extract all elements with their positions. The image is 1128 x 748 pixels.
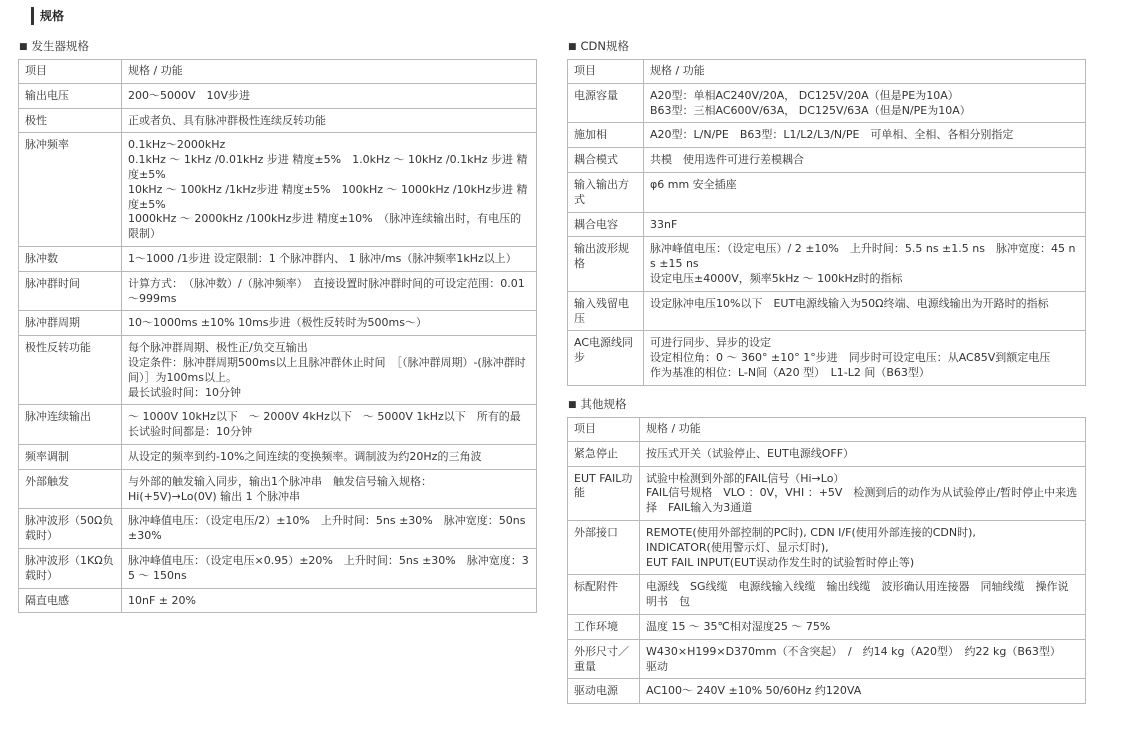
- row-value: [122, 548, 537, 588]
- row-label: 脉冲波形（1KΩ负载时）: [19, 548, 122, 588]
- generator-section-title: [19, 39, 89, 54]
- generator-title-text: 发生器规格: [31, 39, 90, 53]
- value-line: 与外部的触发输入同步，输出1个脉冲串 触发信号输入规格：: [128, 474, 432, 488]
- cdn-spec-table: [567, 59, 1086, 386]
- row-label: 标配附件: [568, 575, 640, 615]
- value-line: REMOTE(使用外部控制的PC时), CDN I/F(使用外部连接的CDN时),: [646, 525, 976, 539]
- row-value: [644, 83, 1086, 123]
- value-line: 脉冲峰值电压：（设定电压×0.95）±20% 上升时间：5ns ±30% 脉冲宽度：35 ～ 150ns: [128, 553, 529, 582]
- row-label: 频率调制: [19, 444, 122, 469]
- table-row: [19, 444, 537, 469]
- row-value: [640, 639, 1086, 679]
- table-row: [19, 588, 537, 613]
- row-label: 隔直电感: [19, 588, 122, 613]
- value-line: 脉冲峰值电压：（设定电压）/ 2 ±10% 上升时间：5.5 ns ±1.5 ns 脉冲宽度：45 ns ±15 ns: [650, 242, 1076, 271]
- table-header-row: [568, 418, 1086, 442]
- table-row: [568, 441, 1086, 466]
- value-line: FAIL信号规格 VLO ：0V，VHI ：+5V 检测到后的动作为从试验停止/暂时停止中来选择 FAIL输入为3通道: [646, 486, 1078, 515]
- table-row: [568, 83, 1086, 123]
- row-value: [644, 123, 1086, 148]
- row-value: [122, 108, 537, 133]
- table-row: [19, 108, 537, 133]
- value-line: EUT FAIL INPUT(EUT误动作发生时的试验暂时停止等): [646, 555, 915, 569]
- value-line: 温度 15 ～ 35℃相对湿度25 ～ 75%: [646, 619, 831, 633]
- value-line: 正或者负、具有脉冲群极性连续反转功能: [128, 113, 326, 127]
- value-line: 10～1000ms ±10% 10ms步进（极性反转时为500ms～）: [128, 316, 427, 330]
- value-line: 设定条件：脉冲群周期500ms以上且脉冲群休止时间 ［（脉冲群周期）-(脉冲群时间）］为100ms以上。: [128, 355, 526, 384]
- row-value: [644, 172, 1086, 212]
- value-line: 10nF ± 20%: [128, 593, 196, 607]
- table-row: [568, 123, 1086, 148]
- square-bullet-icon: ■: [568, 400, 577, 410]
- value-line: 可进行同步、异步的设定: [650, 336, 771, 350]
- value-line: 设定脉冲电压10%以下 EUT电源线输入为50Ω终端、电源线输出为开路时的指标: [650, 296, 1049, 310]
- table-row: [568, 614, 1086, 639]
- header-spec: 规格 / 功能: [640, 418, 1086, 442]
- header-spec: 规格 / 功能: [644, 60, 1086, 84]
- row-value: [640, 614, 1086, 639]
- table-row: [568, 212, 1086, 237]
- table-row: [19, 133, 537, 247]
- row-value: [122, 444, 537, 469]
- table-row: [568, 679, 1086, 704]
- table-row: [568, 291, 1086, 331]
- row-label: 输入残留电压: [568, 291, 644, 331]
- table-row: [568, 575, 1086, 615]
- value-line: 0.1kHz～2000kHz: [128, 138, 226, 152]
- row-value: [644, 291, 1086, 331]
- row-value: [644, 148, 1086, 173]
- row-label: 脉冲频率: [19, 133, 122, 247]
- table-header-row: [19, 60, 537, 84]
- table-row: [19, 83, 537, 108]
- value-line: AC100～ 240V ±10% 50/60Hz 约120VA: [646, 684, 862, 698]
- table-row: [19, 509, 537, 549]
- table-row: [568, 520, 1086, 574]
- row-label: 外形尺寸／重量: [568, 639, 640, 679]
- value-line: 电源线 SG线缆 电源线输入线缆 输出线缆 波形确认用连接器 同轴线缆 操作说明书 包: [646, 580, 1069, 609]
- value-line: A20型：单相AC240V/20A， DC125V/20A（但是PE为10A）: [650, 88, 959, 102]
- table-row: [568, 172, 1086, 212]
- square-bullet-icon: ■: [568, 42, 577, 52]
- row-label: 输出电压: [19, 83, 122, 108]
- table-row: [568, 466, 1086, 520]
- table-row: [568, 331, 1086, 385]
- value-line: 作为基准的相位：L-N间（A20 型） L1-L2 间（B63型）: [650, 365, 930, 379]
- value-line: 计算方式： （脉冲数）/（脉冲频率） 直接设置时脉冲群时间的可设定范围：0.01～999ms: [128, 276, 525, 305]
- row-value: [122, 83, 537, 108]
- other-spec-table: [567, 417, 1086, 704]
- row-label: 脉冲群时间: [19, 271, 122, 311]
- value-line: INDICATOR(使用警示灯、显示灯时),: [646, 540, 829, 554]
- row-value: [122, 405, 537, 445]
- row-value: [640, 441, 1086, 466]
- table-row: [19, 246, 537, 271]
- header-item: 项目: [568, 60, 644, 84]
- table-row: [19, 469, 537, 509]
- row-label: 紧急停止: [568, 441, 640, 466]
- row-value: [640, 679, 1086, 704]
- row-label: 极性: [19, 108, 122, 133]
- table-row: [19, 548, 537, 588]
- row-label: 脉冲数: [19, 246, 122, 271]
- value-line: ～ 1000V 10kHz以下 ～ 2000V 4kHz以下 ～ 5000V 1kHz以下 所有的最长试验时间都是：10分钟: [128, 410, 521, 439]
- table-row: [19, 405, 537, 445]
- row-label: 耦合电容: [568, 212, 644, 237]
- row-label: EUT FAIL功能: [568, 466, 640, 520]
- row-value: [122, 133, 537, 247]
- row-value: [644, 331, 1086, 385]
- value-line: 200～5000V 10V步进: [128, 88, 251, 102]
- row-label: 极性反转功能: [19, 336, 122, 405]
- row-label: 外部触发: [19, 469, 122, 509]
- value-line: 从设定的频率到约-10%之间连续的变换频率。调制波为约20Hz的三角波: [128, 449, 482, 463]
- other-title-text: 其他规格: [580, 397, 627, 411]
- row-value: [644, 237, 1086, 291]
- row-value: [122, 509, 537, 549]
- value-line: 驱动: [646, 659, 668, 673]
- row-label: 工作环境: [568, 614, 640, 639]
- value-line: 1000kHz ～ 2000kHz /100kHz步进 精度±10% （脉冲连续输出时，有电压的限制）: [128, 212, 522, 241]
- row-value: [122, 588, 537, 613]
- value-line: 最长试验时间：10分钟: [128, 385, 241, 399]
- value-line: 试验中检测到外部的FAIL信号（Hi→Lo）: [646, 471, 845, 485]
- value-line: 脉冲峰值电压：（设定电压/2）±10% 上升时间：5ns ±30% 脉冲宽度：50ns ±30%: [128, 514, 526, 543]
- row-label: 输入输出方式: [568, 172, 644, 212]
- table-row: [568, 639, 1086, 679]
- value-line: 10kHz ～ 100kHz /1kHz步进 精度±5% 100kHz ～ 1000kHz /10kHz步进 精度±5%: [128, 182, 528, 211]
- row-label: 外部接口: [568, 520, 640, 574]
- square-bullet-icon: ■: [19, 42, 28, 52]
- row-label: 脉冲连续输出: [19, 405, 122, 445]
- row-label: 脉冲群周期: [19, 311, 122, 336]
- cdn-title-text: CDN规格: [580, 39, 630, 53]
- row-value: [644, 212, 1086, 237]
- row-value: [122, 246, 537, 271]
- header-item: 项目: [568, 418, 640, 442]
- page-title: 规格: [31, 7, 64, 25]
- value-line: 1～1000 /1步进 设定限制：1 个脉冲群内、 1 脉冲/ms（脉冲频率1kHz以上）: [128, 251, 517, 265]
- header-spec: 规格 / 功能: [122, 60, 537, 84]
- row-value: [122, 336, 537, 405]
- table-row: [19, 311, 537, 336]
- other-section-title: [568, 397, 627, 412]
- value-line: W430×H199×D370mm（不含突起） / 约14 kg（A20型） 约22 kg（B63型）: [646, 644, 1061, 658]
- table-row: [568, 237, 1086, 291]
- row-value: [640, 466, 1086, 520]
- value-line: 设定电压±4000V，频率5kHz ～ 100kHz时的指标: [650, 271, 903, 285]
- value-line: 设定相位角：0 ～ 360° ±10° 1°步进 同步时可设定电压：从AC85V到额定电压: [650, 351, 1051, 365]
- row-value: [640, 520, 1086, 574]
- row-label: AC电源线同步: [568, 331, 644, 385]
- value-line: 33nF: [650, 217, 678, 231]
- value-line: A20型：L/N/PE B63型：L1/L2/L3/N/PE 可单相、全相、各相分别指定: [650, 128, 1014, 142]
- row-label: 施加相: [568, 123, 644, 148]
- value-line: 0.1kHz ～ 1kHz /0.01kHz 步进 精度±5% 1.0kHz ～ 10kHz /0.1kHz 步进 精度±5%: [128, 153, 528, 181]
- row-label: 脉冲波形（50Ω负载时）: [19, 509, 122, 549]
- value-line: φ6 mm 安全插座: [650, 177, 737, 191]
- row-label: 电源容量: [568, 83, 644, 123]
- row-value: [122, 469, 537, 509]
- table-row: [19, 271, 537, 311]
- row-label: 驱动电源: [568, 679, 640, 704]
- row-label: 输出波形规格: [568, 237, 644, 291]
- row-label: 耦合模式: [568, 148, 644, 173]
- table-header-row: [568, 60, 1086, 84]
- cdn-section-title: [568, 39, 629, 54]
- value-line: 共模 使用选件可进行差模耦合: [650, 153, 804, 167]
- value-line: 每个脉冲群周期、极性正/负交互输出: [128, 341, 308, 355]
- generator-spec-table: [18, 59, 537, 613]
- row-value: [122, 311, 537, 336]
- header-item: 项目: [19, 60, 122, 84]
- table-row: [19, 336, 537, 405]
- value-line: B63型：三相AC600V/63A， DC125V/63A（但是N/PE为10A）: [650, 103, 971, 117]
- row-value: [122, 271, 537, 311]
- row-value: [640, 575, 1086, 615]
- value-line: Hi(+5V)→Lo(0V) 输出 1 个脉冲串: [128, 489, 301, 503]
- table-row: [568, 148, 1086, 173]
- value-line: 按压式开关（试验停止、EUT电源线OFF）: [646, 446, 855, 460]
